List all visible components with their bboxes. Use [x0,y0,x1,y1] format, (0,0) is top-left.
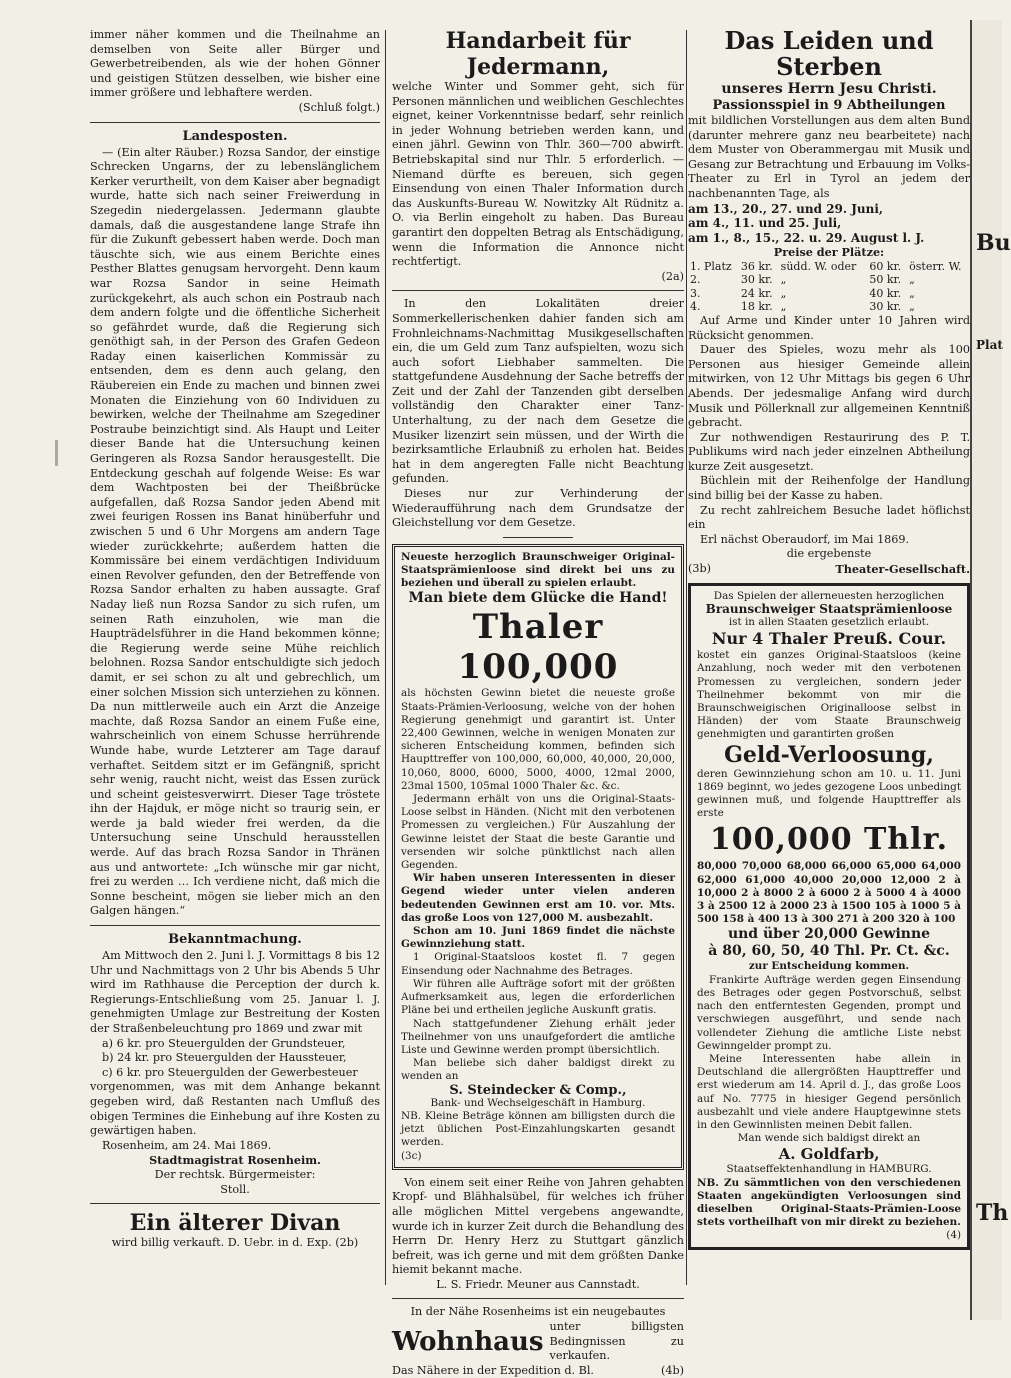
ad-passion-text-4: Zur nothwendigen Restaurirung des P. T. Publikums wird nach jeder einzelnen Abtheilung kurze Zeit ausgesetzt. [688,430,970,473]
price-cell: 36 kr. [740,259,773,273]
price-cell: „ [780,286,787,300]
ad-goldfarb-text-3: Frankirte Aufträge werden gegen Einsendung des Betrages oder gegen Postvorschuß, selbst nach den entferntesten Gegenden, prompt und verschwiegen ausgeführt, und sende nach vollendeter Ziehung die amtliche Liste nebst Gewinngelder prompt zu. [697,973,961,1052]
ad-goldfarb-head-1: Das Spielen der allerneuesten herzoglichen [713,589,945,602]
ad-passion-text-3: Dauer des Spieles, wozu mehr als 100 Personen aus hiesiger Gemeinde allein mitwirken, von 12 Uhr Mittags bis gegen 6 Uhr Abends. Der jedesmalige Anfang wird durch Musik und Pöllerknall zur allgemeinen Kenntniß gebracht. [688,343,970,430]
ad-steindecker-text-3: Wir haben unseren Interessenten in dieser Gegend wieder unter vielen anderen bedeutenden Gewinnen erst am 10. vor. Mts. das große Loos von 127,000 M. ausbezahlt. [401,872,675,924]
price-cell: 2. [690,273,701,287]
notice-text: Am Mittwoch den 2. Juni l. J. Vormittags 8 bis 12 Uhr und Nachmittags von 2 Uhr bis Abends 5 Uhr wird im Rathhause die Perception der durch k. Regierungs-Entschließung vom 25. Januar l. J. genehmigten Umlage zur Bestreitung der Kosten der Straßenbeleuchtung pro 1869 und zwar mit [90,949,380,1035]
ad-handarbeit-text: welche Winter und Sommer geht, sich für Personen männlichen und weiblichen Geschlechtes eignet, keiner Vorkenntnisse bedarf, sehr reinlich in jeder Wohnung betrieben werden kann, und einen jährl. Gewinn von Thlr. 360—700 abwirft. Betriebskapital sind nur Thlr. 5 erforderlich. — Niemand dürfte es bereuen, sich gegen Einsendung von einen Thaler Information durch das Auskunfts-Bureau W. Nowitzky Alt Rüdnitz a. O. via Berlin eingeholt zu haben. Das Bureau garantirt den doppelten Betrag als Entschädigung, wenn die Information die Annonce nicht rechtfertigt. [392,80,684,269]
notice-signature-2: Der rechtsk. Bürgermeister: [154,1167,316,1181]
ad-steindecker-text-1: als höchsten Gewinn bietet die neueste große Staats-Prämien-Verloosung, welche von der hohen Regierung genehmigt und garantirt ist. Unter 22,400 Gewinnen, welche in wenigen Monaten zur sicheren Entscheidung kommen, befinden sich Haupttreffer von 100,000, 60,000, 40,000, 20,000, 10,060, 8000, 6000, 5000, 4000, 12mal 2000, 23mal 1500, 105mal 1000 Thaler &c. &c. [401,687,675,792]
ad-goldfarb-head-2: Braunschweiger Staatsprämienloose [705,601,953,616]
ad-goldfarb-prize-list: 80,000 70,000 68,000 66,000 65,000 64,000 62,000 61,000 40,000 20,000 12,000 2 à 10,000 2 à 8000 2 à 6000 2 à 5000 4 à 4000 3 à 2500 12 à 2000 23 à 1500 105 à 1000 5 à 500 158 à 400 13 à 300 271 à 200 320 à 100 [697,860,961,926]
notice-item: c) 6 kr. pro Steuergulden der Gewerbesteuer [102,1065,358,1079]
ad-steindecker-text-7: Nach stattgefundener Ziehung erhält jeder Theilnehmer von uns unaufgefordert die amtliche Liste und Gewinne werden prompt übersichtlich. [401,1017,675,1056]
ad-wohnhaus-ref: (4b) [660,1363,684,1377]
price-cell: „ [909,286,915,300]
article-lokalitaeten-2: Dieses nur zur Verhinderung der Wiederaufführung nach dem Grundsatze der Gleichstellung vor dem Gesetze. [392,487,684,530]
ad-goldfarb-text-2: deren Gewinnziehung schon am 10. u. 11. Juni 1869 beginnt, wo jedes gezogene Loos unbedingt gewinnen muß, und folgende Haupttreffer als erste [697,767,961,820]
price-row [688,287,970,301]
article-lokalitaeten: In den Lokalitäten dreier Sommerkellerischenken dahier fanden sich am Frohnleichnams-Nachmittag Musikgesellschaften ein, die um Geld zum Tanz aufspielten, wozu sich auch sofort Liebhaber sammelten. Die stattgefundene Ausdehnung der Sache betreffs der Zeit und der Zahl der Tanzenden gibt derselben vollständig den Charakter einer Tanz-Unterhaltung, zu der nach dem Gesetze die Musiker lizenzirt sein müssen, und der Wirth die bezirksamtliche Erlaubniß zu erholen hat. Beides hat in dem angeregten Falle nicht Beachtung gefunden. [392,297,684,486]
column-rule [385,30,386,1285]
ad-steindecker-text-8: Man beliebe sich daher baldigst direkt zu wenden an [401,1057,675,1083]
ad-handarbeit-title: Handarbeit für Jedermann, [445,28,631,80]
price-row [688,273,970,287]
ad-goldfarb-ref: (4) [946,1229,961,1242]
notice-item: a) 6 kr. pro Steuergulden der Grundsteuer, [102,1036,346,1050]
ad-passion-dates-3: am 1., 8., 15., 22. u. 29. August l. J. [688,230,925,245]
ad-passion-text-2: Auf Arme und Kinder unter 10 Jahren wird Rücksicht genommen. [688,313,970,342]
ad-goldfarb-more: und über 20,000 Gewinne [727,926,931,943]
ad-goldfarb-firm: A. Goldfarb, [778,1145,880,1164]
notice-item: b) 24 kr. pro Steuergulden der Haussteuer, [102,1051,347,1065]
ad-goldfarb-more-2: à 80, 60, 50, 40 Thl. Pr. Ct. &c. [708,943,950,960]
ad-passion-footer [688,562,970,577]
ad-wohnhaus-footer [392,1364,684,1378]
ad-steindecker-text-6: Wir führen alle Aufträge sofort mit der größten Aufmerksamkeit aus, legen die erforderlichen Pläne bei und ertheilen jegliche Auskunft gratis. [401,977,675,1017]
ad-steindecker-text-5: 1 Original-Staatsloos kostet fl. 7 gegen Einsendung oder Nachnahme des Betrages. [401,951,675,977]
separator [90,925,380,926]
ad-wohnhaus-text: unter billigsten Bedingnissen zu verkaufen. [549,1320,684,1363]
ad-wohnhaus-text-2: Das Nähere in der Expedition d. Bl. [392,1363,594,1377]
notice-items [90,1037,380,1081]
price-cell: 3. [690,286,701,300]
ad-steindecker-amount: Thaler 100,000 [457,607,619,688]
ad-passion-text-6: Zu recht zahlreichem Besuche ladet höflichst ein [688,503,970,532]
ad-steindecker-firm-2: Bank- und Wechselgeschäft in Hamburg. [430,1096,646,1109]
price-cell: 4. [690,300,701,314]
price-cell: 60 kr. [869,259,902,273]
ad-goldfarb-head-3: ist in allen Staaten gesetzlich erlaubt. [728,616,930,629]
section-title-landesposten: Landesposten. [182,128,288,144]
price-cell: „ [780,300,787,314]
price-cell: 24 kr. [740,286,773,300]
notice-signature-3: Stoll. [220,1182,250,1196]
ad-passion-sign: Theater-Gesellschaft. [835,562,970,577]
separator [392,1298,684,1299]
price-cell: „ [909,300,915,314]
price-cell: südd. W. oder [780,259,857,273]
ad-steindecker-text-2: Jedermann erhält von uns die Original-Staats-Loose selbst in Händen. (Nicht mit den verbotenen Promessen zu vergleichen.) Für Auszahlung der Gewinne leistet der Staat die beste Garantie und versenden wir solche pünktlichst nach allen Gegenden. [401,793,675,872]
column-2 [392,28,684,1377]
notice-text-2: vorgenommen, was mit dem Anhange bekannt gegeben wird, daß Restanten nach Umfluß des obigen Termines die Einhebung auf ihre Kosten zu gewärtigen haben. [90,1080,380,1138]
ad-steindecker-head: Neueste herzoglich Braunschweiger Original-Staatsprämienloose sind direkt bei uns zu beziehen und überall zu spielen erlaubt. [401,550,675,590]
ad-wohnhaus-title: Wohnhaus [392,1326,544,1357]
notice-title: Bekanntmachung. [168,932,302,948]
price-cell: „ [780,273,787,287]
price-row [688,300,970,314]
ad-divan-text: wird billig verkauft. D. Uebr. in d. Exp. (2b) [111,1236,359,1250]
column-1 [90,28,380,1288]
ad-passion-dates-2: am 4., 11. und 25. Juli, [688,216,842,231]
ad-steindecker-firm: S. Steindecker & Comp., [449,1082,627,1098]
ad-passion-subtitle: unseres Herrn Jesu Christi. [721,81,937,97]
ad-passion-title: Das Leiden und Sterben [724,26,934,81]
ad-passion-dates-1: am 13., 20., 27. und 29. Juni, [688,201,884,216]
article-kropf-sign: L. S. Friedr. Meuner aus Cannstadt. [436,1277,640,1291]
ad-goldfarb-text-4: Meine Interessenten habe allein in Deutschland die allergrößten Haupttreffer und erst wiederum am 14. April d. J., das große Loos auf No. 7775 in hiesiger Gegend persönlich ausbezahlt und viele andere Hauptgewinne stets in den Gewinnlisten meinen Debit fallen. [697,1052,961,1131]
separator [90,122,380,123]
ad-passion-prices-table [688,260,970,314]
price-cell: 30 kr. [869,300,902,314]
ad-steindecker-nb: NB. Kleine Beträge können am billigsten durch die jetzt üblichen Post-Einzahlungskarten gesandt werden. [401,1109,675,1149]
ad-goldfarb-text-5: Man wende sich baldigst direkt an [737,1132,921,1145]
separator [503,537,573,538]
separator [90,1203,380,1204]
ad-wohnhaus-row [392,1320,684,1364]
ad-passion-text: mit bildlichen Vorstellungen aus dem alten Bund (darunter mehrere ganz neu bearbeitete) nach dem Muster von Oberammergau mit Musik und Gesang zur Betrachtung und Erbauung im Volks-Theater zu Erl in Tyrol an jedem der nachbenannten Tage, als [688,114,970,200]
price-cell: „ [909,273,915,287]
price-cell: 50 kr. [869,273,902,287]
edge-fragment: Plat [976,338,1003,352]
edge-fragment: Bu [976,230,1011,256]
ad-wohnhaus-intro: In der Nähe Rosenheims ist ein neugebautes [410,1305,666,1319]
price-cell: 30 kr. [740,273,773,287]
ad-goldfarb-firm-2: Staatseffektenhandlung in HAMBURG. [726,1163,932,1176]
adjacent-page-edge [970,20,1011,1320]
edge-fragment: Th [976,1200,1009,1226]
ad-goldfarb-more-3: zur Entscheidung kommen. [748,960,910,973]
ad-handarbeit-ref: (2a) [661,269,684,283]
separator [392,290,684,291]
ad-steindecker-slogan: Man biete dem Glücke die Hand! [408,590,668,607]
price-row [688,260,970,274]
article-kropf: Von einem seit einer Reihe von Jahren gehabten Kropf- und Blähhalsübel, für welches ich früher alle möglichen Mittel vergebens angewandte, wurde ich in kurzer Zeit durch die Behandlung des Herrn Dr. Henry Herz zu Stuttgart gänzlich befreit, was ich gerne und mit dem größten Danke hiemit bekannt mache. [392,1175,684,1277]
intro-text: immer näher kommen und die Theilnahme an demselben von Seite aller Bürger und Gewerbetreibenden, als wie der hohen Gönner und geistigen Stützen desselben, wie bisher eine immer größere und lebhaftere werden. [90,28,380,100]
ad-goldfarb-amount: 100,000 Thlr. [709,822,949,858]
ad-goldfarb-nb: NB. Zu sämmtlichen von den verschiedenen Staaten angekündigten Verloosungen sind dieselben Original-Staats-Prämien-Loose stets vortheilhaft von mir direkt zu beziehen. [697,1176,961,1229]
column-3 [688,28,970,1288]
price-cell: 18 kr. [740,300,773,314]
ad-steindecker-text-4: Schon am 10. Juni 1869 findet die nächste Gewinnziehung statt. [401,925,675,951]
notice-date: Rosenheim, am 24. Mai 1869. [102,1138,272,1152]
ad-goldfarb-text-1: kostet ein ganzes Original-Staatsloos (keine Anzahlung, noch weder mit den verbotenen Promessen zu vergleichen, sondern jeder Theilnehmer bekommt von mir die Braunschweigischen Originalloose selbst in Händen) der vom Staate Braunschweig genehmigten und garantirten großen [697,649,961,741]
price-cell: 40 kr. [869,286,902,300]
ad-divan-title: Ein älterer Divan [129,1210,341,1237]
ad-passion-text-5: Büchlein mit der Reihenfolge der Handlung sind billig bei der Kasse zu haben. [688,474,970,503]
ad-passion-text-7: Erl nächst Oberaudorf, im Mai 1869. [700,532,910,546]
price-cell: österr. W. [909,259,962,273]
ad-steindecker-ref: (3c) [401,1149,422,1162]
ad-goldfarb-price: Nur 4 Thaler Preuß. Cour. [711,629,947,649]
ad-passion-pass: Passionsspiel in 9 Abtheilungen [712,98,946,113]
notice-signature-1: Stadtmagistrat Rosenheim. [149,1153,321,1168]
ad-passion-prices-title: Preise der Plätze: [773,245,885,260]
ad-goldfarb-title: Geld-Verloosung, [724,741,934,768]
intro-end: (Schluß folgt.) [298,100,380,114]
ad-steindecker-box [392,544,684,1170]
ad-passion-text-8: die ergebenste [786,547,872,561]
margin-mark [55,440,58,466]
ad-passion-ref: (3b) [688,562,712,576]
column-rule [686,30,687,1285]
article-rozsa-sandor: — (Ein alter Räuber.) Rozsa Sandor, der einstige Schrecken Ungarns, der zu lebenslänglichem Kerker verurtheilt, von dem Kaiser aber begnadigt wurde, hatte sich nach seiner Freiwerdung in Szegedin niedergelassen. Jedermann glaubte damals, daß die ausgestandene lange Strafe ihn für die Zukunft gebessert haben werde. Doch man täuschte sich, wie aus einem Berichte eines Pesther Blattes genugsam hervorgeht. Denn kaum war Rozsa Sandor in seine Heimath zurückgekehrt, als auch schon ein Postraub nach dem andern folgte und die öffentliche Sicherheit so gefährdet wurde, daß die Regierung sich genöthigt sah, in der Person des Grafen Gedeon Raday einen kaiserlichen Kommissär zu entsenden, dem es denn auch gelang, den Räubereien ein Ende zu machen und binnen zwei Monaten die Einziehung von 60 Individuen zu bewirken, welche der Theilnahme am Szegediner Postraube beinzichtigt sind. Als Haupt und Leiter dieser Bande hat die Untersuchung keinen Geringeren als Rozsa Sandor herausgestellt. Die Entdeckung geschah auf folgende Weise: Es war dem Wachtposten bei der Theißbrücke aufgefallen, daß Rozsa Sandor jeden Abend mit zwei feurigen Rossen ins Banat hinüberfuhr und zwischen 5 und 6 Uhr Morgens am andern Tage wieder zurückkehrte; außerdem hatten die Kommissäre bei einem verdächtigen Individuum einen Revolver gefunden, den der Betreffende von Rozsa Sandor erhalten zu haben aussagte. Graf Naday ließ nun Rozsa Sandor zu sich rufen, um seinen Rath einzuholen, wie man die Haupträdelsführer in die Hand bekommen könne; die Regierung werde seine Mühe reichlich belohnen. Rozsa Sandor entschuldigte sich jedoch damit, er sei schon zu alt und gebrechlich, um einer solchen Mission sich unterziehen zu können. Da nun mittlerweile auch ein Arzt die Anzeige machte, daß Rozsa Sandor an einem Fuße eine, wahrscheinlich von einem Schusse herrührende Wunde habe, wurde Letzterer am Tage darauf verhaftet. Seitdem sitzt er im Gefängniß, spricht sehr wenig, raucht nicht, weist das Essen zurück und scheint geistesverwirrt. Dieser Tage tröstete ihn der Hajduk, er möge nicht so traurig sein, er werde ja bald wieder frei werden, da die Untersuchung seine Unschuld herausstellen werde. Auf das brach Rozsa Sandor in Thränen aus und antwortete: „Ich wünsche mir gar nicht, frei zu werden … Ich verdiene nicht, daß mich die Sonne bescheint, mögen sie lieber mich an den Galgen hängen.“ [90,145,380,918]
price-cell: 1. Platz [690,259,732,273]
ad-goldfarb-box [688,583,970,1250]
